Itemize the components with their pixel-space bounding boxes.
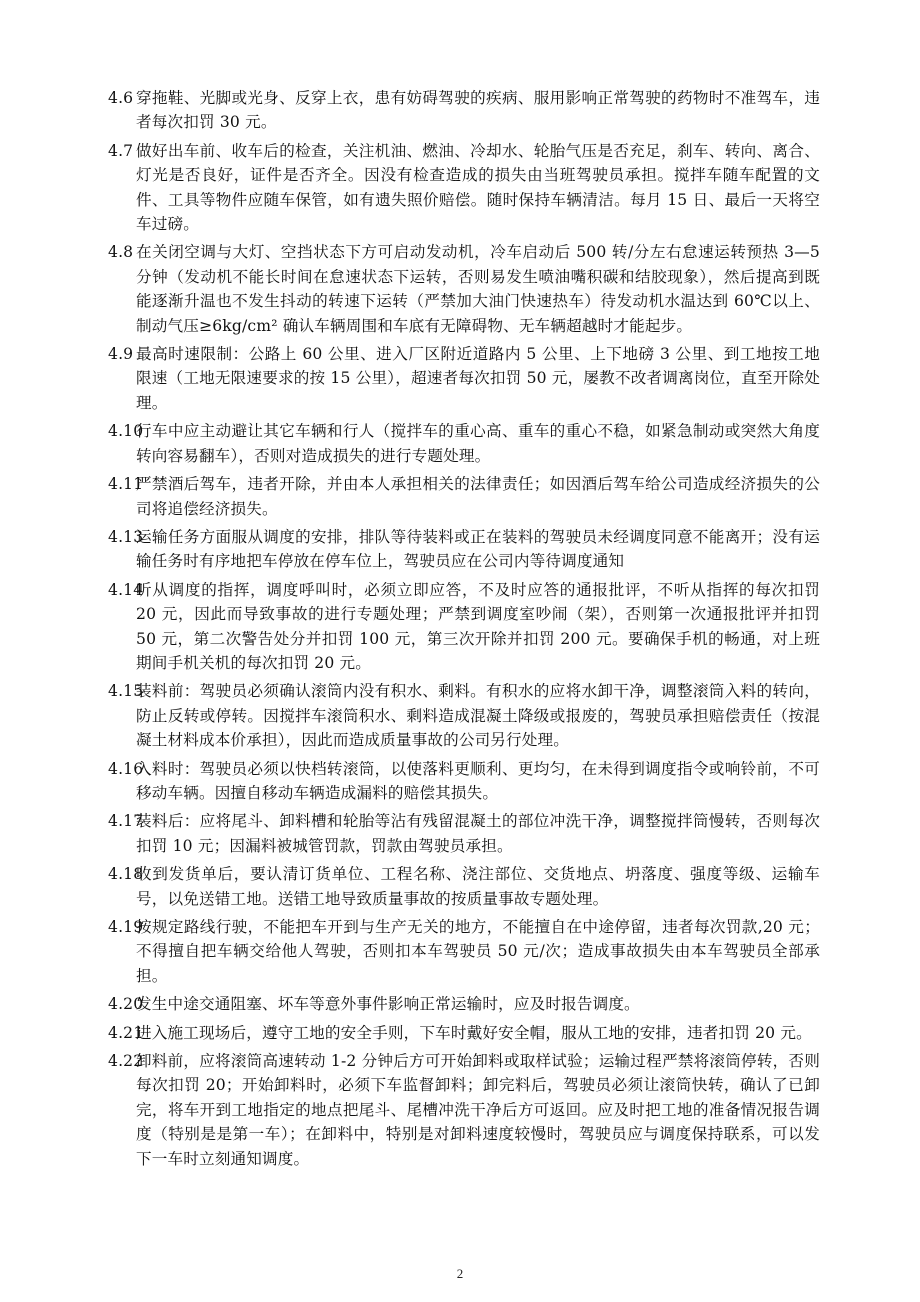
- rule-text: 进入施工现场后，遵守工地的安全手则，下车时戴好安全帽，服从工地的安排，违者扣罚 20 元。: [136, 1023, 812, 1042]
- rule-number: 4.13: [108, 527, 144, 546]
- rule-text: 做好出车前、收车后的检查，关注机油、燃油、冷却水、轮胎气压是否充足，刹车、转向、离合、灯光是否良好，证件是否齐全。因没有检查造成的损失由当班驾驶员承担。搅拌车随车配置的文件、工具等物件应随车保管，如有遗失照价赔偿。随时保持车辆清洁。每月 15 日、最后一天将空车过磅。: [136, 141, 820, 234]
- rule-number: 4.16: [108, 759, 144, 778]
- rule-text: 按规定路线行驶，不能把车开到与生产无关的地方，不能擅自在中途停留，违者每次罚款,20 元；不得擅自把车辆交给他人驾驶，否则扣本车驾驶员 50 元/次；造成事故损失由本车驾驶员全部承担。: [136, 918, 820, 985]
- rule-text: 运输任务方面服从调度的安排，排队等待装料或正在装料的驾驶员未经调度同意不能离开；没有运输任务时有序地把车停放在停车位上，驾驶员应在公司内等待调度通知: [136, 527, 820, 571]
- rule-number: 4.11: [108, 475, 144, 494]
- rule-text: 卸料前，应将滚筒高速转动 1-2 分钟后方可开始卸料或取样试验；运输过程严禁将滚筒停转，否则每次扣罚 20；开始卸料时，必须下车监督卸料；卸完料后，驾驶员必须让滚筒快转，确认了已卸完，将车开到工地指定的地点把尾斗、尾槽冲洗干净后方可返回。应及时把工地的准备情况报告调度（特别是是第一车）；在卸料中，特别是对卸料速度较慢时，驾驶员应与调度保持联系，可以发下一车时立刻通知调度。: [136, 1052, 820, 1168]
- rule-number: 4.8: [108, 243, 134, 262]
- rule-text: 在关闭空调与大灯、空挡状态下方可启动发动机，冷车启动后 500 转/分左右怠速运转预热 3—5 分钟（发动机不能长时间在怠速状态下运转，否则易发生喷油嘴积碳和结胶现象），然后提高到既能逐渐升温也不发生抖动的转速下运转（严禁加大油门快速热车）待发动机水温达到 60℃以上、制动气压≥6kg/cm² 确认车辆周围和车底有无障碍物、无车辆超越时才能起步。: [136, 243, 820, 335]
- rule-item: [108, 757, 820, 806]
- rule-item: [108, 342, 820, 415]
- rule-text: 行车中应主动避让其它车辆和行人（搅拌车的重心高、重车的重心不稳，如紧急制动或突然大角度转向容易翻车），否则对造成损失的进行专题处理。: [136, 422, 820, 465]
- rule-item: [108, 1049, 820, 1171]
- rule-item: [108, 86, 820, 135]
- rule-number: 4.9: [108, 345, 134, 364]
- rule-number: 4.20: [108, 995, 144, 1014]
- rule-item: [108, 472, 820, 521]
- rule-text: 收到发货单后，要认清订货单位、工程名称、浇注部位、交货地点、坍落度、强度等级、运输车号，以免送错工地。送错工地导致质量事故的按质量事故专题处理。: [136, 865, 820, 908]
- rule-number: 4.7: [108, 141, 134, 160]
- rule-item: [108, 240, 820, 338]
- rules-list: [108, 86, 820, 1175]
- rule-number: 4.6: [108, 89, 134, 107]
- rule-item: [108, 525, 820, 574]
- rule-number: 4.19: [108, 918, 144, 936]
- rule-number: 4.15: [108, 682, 144, 701]
- rule-item: [108, 578, 820, 676]
- rule-text: 穿拖鞋、光脚或光身、反穿上衣，患有妨碍驾驶的疾病、服用影响正常驾驶的药物时不准驾车，违者每次扣罚 30 元。: [136, 89, 820, 132]
- rule-number: 4.17: [108, 812, 144, 831]
- rule-text: 听从调度的指挥，调度呼叫时，必须立即应答，不及时应答的通报批评，不听从指挥的每次扣罚 20 元，因此而导致事故的进行专题处理；严禁到调度室吵闹（架），否则第一次通报批评并扣罚 50 元，第二次警告处分并扣罚 100 元，第三次开除并扣罚 200 元。要确保手机的畅通，对上班期间手机关机的每次扣罚 20 元。: [136, 580, 820, 672]
- rule-number: 4.22: [108, 1052, 144, 1071]
- rule-text: 严禁酒后驾车，违者开除，并由本人承担相关的法律责任；如因酒后驾车给公司造成经济损失的公司将追偿经济损失。: [136, 475, 820, 518]
- rule-text: 入料时：驾驶员必须以快档转滚筒，以使落料更顺利、更均匀，在未得到调度指令或响铃前，不可移动车辆。因擅自移动车辆造成漏料的赔偿其损失。: [136, 759, 820, 802]
- rule-number: 4.21: [108, 1023, 144, 1042]
- rule-item: [108, 679, 820, 752]
- rule-number: 4.10: [108, 422, 144, 441]
- rule-text: 装料后：应将尾斗、卸料槽和轮胎等沾有残留混凝土的部位冲洗干净，调整搅拌筒慢转，否则每次扣罚 10 元；因漏料被城管罚款，罚款由驾驶员承担。: [136, 812, 820, 855]
- rule-number: 4.14: [108, 580, 144, 599]
- rule-item: [108, 915, 820, 988]
- rule-item: [108, 1021, 820, 1045]
- rule-item: [108, 809, 820, 858]
- rule-text: 装料前：驾驶员必须确认滚筒内没有积水、剩料。有积水的应将水卸干净，调整滚筒入料的转向，防止反转或停转。因搅拌车滚筒积水、剩料造成混凝土降级或报废的，驾驶员承担赔偿责任（按混凝土材料成本价承担），因此而造成质量事故的公司另行处理。: [136, 682, 820, 750]
- rule-item: [108, 419, 820, 468]
- rule-item: [108, 862, 820, 911]
- rule-item: [108, 992, 820, 1016]
- rule-number: 4.18: [108, 865, 144, 884]
- rule-text: 最高时速限制：公路上 60 公里、进入厂区附近道路内 5 公里、上下地磅 3 公里、到工地按工地限速（工地无限速要求的按 15 公里），超速者每次扣罚 50 元，屡教不改者调离岗位，直至开除处理。: [136, 345, 820, 412]
- rule-item: [108, 139, 820, 237]
- page-number: 2: [456, 1266, 464, 1281]
- rule-text: 发生中途交通阻塞、坏车等意外事件影响正常运输时，应及时报告调度。: [136, 995, 640, 1014]
